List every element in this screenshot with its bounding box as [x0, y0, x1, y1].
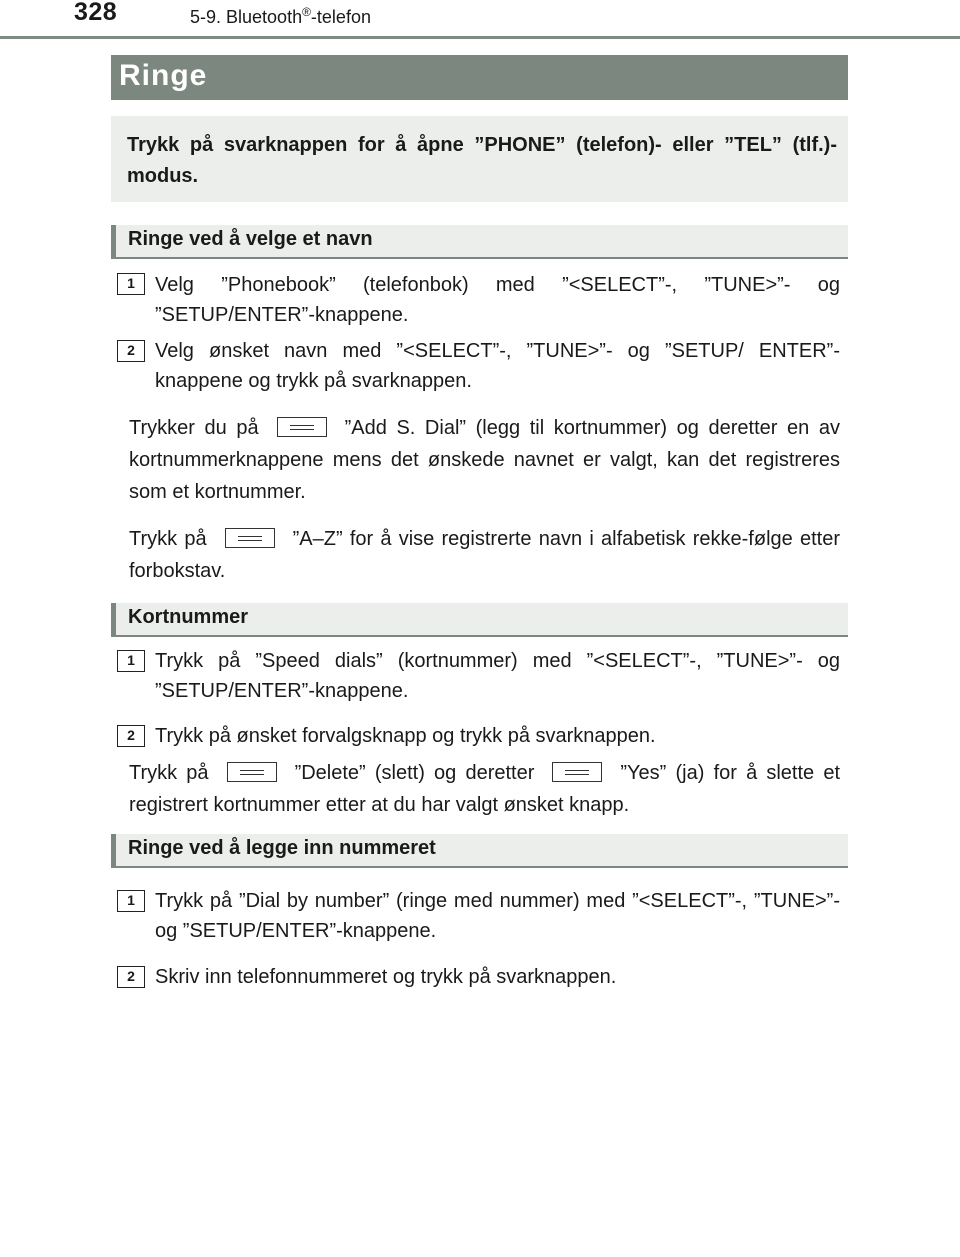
page-title-bar: [111, 55, 848, 100]
section-heading-3: Ringe ved å legge inn nummeret: [111, 834, 848, 868]
step-number-badge: 1: [117, 650, 145, 672]
step-number-badge: 2: [117, 340, 145, 362]
step-number-badge: 1: [117, 273, 145, 295]
step-text: Velg ”Phonebook” (telefonbok) med ”<SELECT”-, ”TUNE>”- og ”SETUP/ENTER”-knappene.: [155, 274, 840, 326]
button-icon: [277, 417, 327, 437]
note-paragraph: Trykk på ”A–Z” for å vise registrerte navn i alfabetisk rekke-følge etter forbokstav.: [129, 528, 841, 582]
button-icon: [552, 762, 602, 782]
step-number-badge: 1: [117, 890, 145, 912]
button-icon: [225, 528, 275, 548]
intro-box: [111, 116, 848, 202]
page-header: [0, 0, 960, 40]
step-number-badge: 2: [117, 966, 145, 988]
section-heading-1: Ringe ved å velge et navn: [111, 225, 848, 259]
page-title: Ringe: [119, 59, 208, 92]
step-text: Trykk på ”Speed dials” (kortnummer) med ”<SELECT”-, ”TUNE>”- og ”SETUP/ENTER”-knappene.: [155, 650, 840, 702]
button-icon: [227, 762, 277, 782]
step-text: Skriv inn telefonnummeret og trykk på svarknappen.: [155, 966, 617, 988]
step-text: Trykk på ønsket forvalgsknapp og trykk på svarknappen.: [155, 725, 656, 747]
step-text: Trykk på ”Dial by number” (ringe med nummer) med ”<SELECT”-, ”TUNE>”- og ”SETUP/ENTER”-knappene.: [155, 890, 840, 942]
note-paragraph: Trykker du på ”Add S. Dial” (legg til kortnummer) og deretter en av kortnummerknappene mens det ønskede navnet er valgt, kan det registreres som et kortnummer.: [129, 417, 841, 503]
intro-text: Trykk på svarknappen for å åpne ”PHONE” (telefon)- eller ”TEL” (tlf.)-modus.: [127, 134, 837, 187]
step-text: Velg ønsket navn med ”<SELECT”-, ”TUNE>”- og ”SETUP/ ENTER”-knappene og trykk på svarknappen.: [155, 340, 840, 392]
section-heading-2: Kortnummer: [111, 603, 848, 637]
header-rule: [0, 36, 960, 39]
page-number: 328: [74, 0, 118, 26]
section-reference: 5-9. Bluetooth®-telefon: [190, 5, 371, 27]
note-paragraph: Trykk på ”Delete” (slett) og deretter ”Yes” (ja) for å slette et registrert kortnummer etter at du har valgt ønsket knapp.: [129, 762, 841, 816]
step-number-badge: 2: [117, 725, 145, 747]
